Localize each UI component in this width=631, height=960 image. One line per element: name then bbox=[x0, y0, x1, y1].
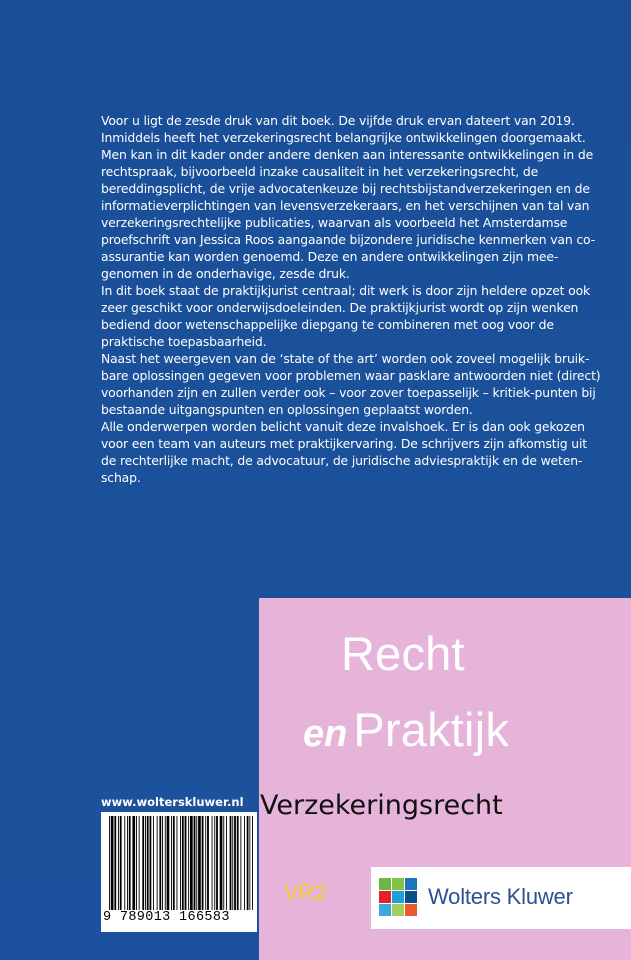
blurb-paragraph-3: Naast het weergeven van de ‘state of the art’ worden ook zoveel mogelijk bruik-bare oplossingen gegeven voor problemen waar pasklare antwoorden niet (direct) voorhanden zijn en zullen verder ook – voor zover toepasselijk – kritiek-punten bij bestaande uitgangspunten en oplossingen geplaatst worden. bbox=[101, 351, 601, 417]
series-title-recht: Recht bbox=[341, 627, 465, 680]
publisher-box bbox=[371, 867, 631, 929]
series-title-en: en bbox=[303, 713, 348, 755]
blurb-paragraph-4: Alle onderwerpen worden belicht vanuit deze invalshoek. Er is dan ook gekozen voor een team van auteurs met praktijkervaring. De schrijvers zijn afkomstig uit de rechterlijke macht, de advocatuur, de juridische adviespraktijk en de weten-schap. bbox=[101, 419, 587, 485]
blurb-paragraph-1: Voor u ligt de zesde druk van dit boek. De vijfde druk ervan dateert van 2019. Inmiddels heeft het verzekeringsrecht belangrijke ontwikkelingen doorgemaakt. Men kan in dit kader onder andere denken aan interessante ontwikkelingen in de rechtspraak, bijvoorbeeld inzake causaliteit in het verzekeringsrecht, de bereddingsplicht, de vrije advocatenkeuze bij rechtsbijstandverzekeringen en de informatieverplichtingen van levensverzekeraars, en het verschijnen van tal van verzekeringsrechtelijke publicaties, waarvan als voorbeeld het Amsterdamse proefschrift van Jessica Roos aangaande bijzondere juridische kenmerken van co-assurantie kan worden genoemd. Deze en andere ontwikkelingen zijn mee-genomen in de onderhavige, zesde druk. bbox=[101, 113, 596, 281]
series-code: VR2 bbox=[284, 880, 327, 905]
isbn-digits: 9 789013 166583 bbox=[103, 910, 230, 925]
series-title-line2 bbox=[303, 703, 510, 756]
book-subject: Verzekeringsrecht bbox=[260, 790, 503, 821]
blurb-paragraph-2: In dit boek staat de praktijkjurist centraal; dit werk is door zijn heldere opzet ook zeer geschikt voor onderwijsdoeleinden. De praktijkjurist wordt op zijn wenken bediend door wetenschappelijke diepgang te combineren met oog voor de praktische toepasbaarheid. bbox=[101, 283, 591, 349]
series-title-praktijk: Praktijk bbox=[353, 703, 510, 756]
publisher-url: www.wolterskluwer.nl bbox=[101, 795, 244, 809]
publisher-name: Wolters Kluwer bbox=[428, 884, 573, 909]
blurb-text bbox=[101, 112, 601, 486]
barcode bbox=[101, 812, 257, 932]
barcode-icon bbox=[109, 816, 253, 910]
publisher-logo-icon bbox=[377, 876, 419, 918]
